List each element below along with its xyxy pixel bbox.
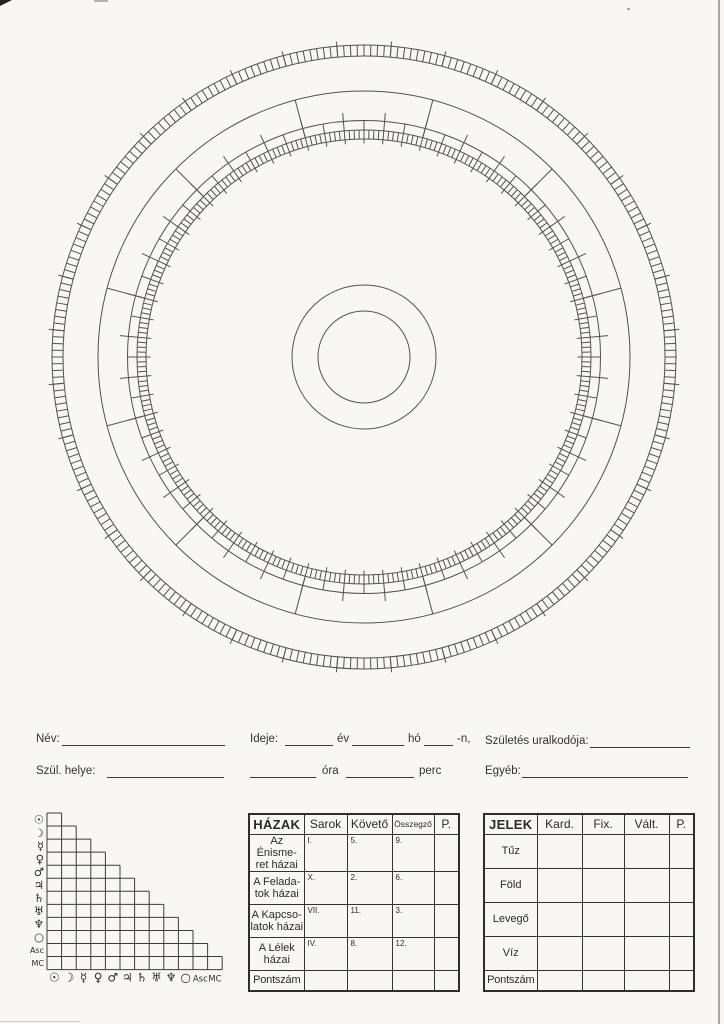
hazak-house-number: 8. <box>350 938 358 948</box>
hazak-house-number: 6. <box>395 872 403 882</box>
venus-symbol: ♀ <box>35 851 44 866</box>
houses-table <box>248 813 460 992</box>
hazak-column-header: Összegző <box>392 814 434 834</box>
jelek-value-cell <box>624 868 669 902</box>
scan-speck <box>627 8 630 10</box>
saturn-symbol: ♄ <box>136 970 148 985</box>
jelek-footer-cell <box>624 970 669 991</box>
jupiter-symbol: ♃ <box>33 877 44 892</box>
jelek-value-cell <box>669 902 694 936</box>
birthplace-fill-line <box>107 764 224 778</box>
month-unit-label: hó <box>408 733 421 745</box>
hazak-house-number: 11. <box>350 905 362 915</box>
jelek-value-cell <box>537 868 582 902</box>
ascendant-symbol: Asc <box>192 974 208 985</box>
hazak-footer-cell <box>347 970 392 991</box>
hazak-value-cell <box>304 904 347 937</box>
center-circle-outer <box>292 285 436 429</box>
month-fill-line <box>352 732 404 746</box>
sign-dividers <box>107 100 621 614</box>
jelek-footer-cell <box>669 970 694 991</box>
hazak-column-header: Követő <box>347 814 392 834</box>
jelek-column-header: Kard. <box>537 814 582 834</box>
neptune-symbol: ♆ <box>165 970 177 985</box>
scan-edge-artifact <box>0 1021 80 1022</box>
jelek-value-cell <box>582 936 624 970</box>
hazak-row-label: A Kapcso- latok házai <box>249 904 304 937</box>
name-fill-line <box>62 732 225 746</box>
day-fill-line <box>424 732 453 746</box>
hazak-house-number: 5. <box>350 835 358 845</box>
jelek-footer-cell <box>582 970 624 991</box>
minute-fill-line <box>346 764 414 778</box>
hazak-value-cell <box>347 834 392 871</box>
hazak-footer-cell <box>434 970 459 991</box>
sun-symbol: ☉ <box>33 812 44 827</box>
aspect-grid-lines <box>47 813 222 970</box>
hazak-row-label: A Felada- tok házai <box>249 871 304 904</box>
mid-10deg-ticks <box>120 113 608 601</box>
hazak-house-number <box>435 872 459 873</box>
jelek-row-label: Víz <box>484 936 537 970</box>
hazak-footer-label: Pontszám <box>249 970 304 991</box>
jelek-value-cell <box>669 868 694 902</box>
date-label: Ideje: <box>250 733 279 745</box>
hazak-house-number: 2. <box>350 872 358 882</box>
jelek-column-header: Vált. <box>624 814 669 834</box>
hazak-value-cell <box>347 871 392 904</box>
hazak-value-cell <box>434 904 459 937</box>
moon-symbol: ☽ <box>63 970 75 985</box>
hazak-house-number <box>435 835 459 836</box>
jelek-value-cell <box>624 902 669 936</box>
birth-ruler-fill-line <box>590 734 690 748</box>
year-fill-line <box>285 732 333 746</box>
hazak-value-cell <box>304 871 347 904</box>
other-fill-line <box>522 764 688 778</box>
hazak-house-number: I. <box>307 835 312 845</box>
venus-symbol: ♀ <box>93 970 103 985</box>
uranus-symbol: ♅ <box>151 970 162 985</box>
hazak-house-number: IV. <box>307 938 317 948</box>
jelek-value-cell <box>582 834 624 868</box>
hazak-value-cell <box>434 834 459 871</box>
jelek-column-header: Fix. <box>582 814 624 834</box>
inner-degree-ticks <box>137 130 591 584</box>
sun-symbol: ☉ <box>48 970 60 985</box>
hazak-row-label: A Lélek házai <box>249 937 304 970</box>
hazak-column-header: P. <box>434 814 459 834</box>
hazak-footer-cell <box>392 970 434 991</box>
jelek-value-cell <box>537 834 582 868</box>
hazak-house-number: VII. <box>307 905 320 915</box>
hazak-house-number: 12. <box>395 938 407 948</box>
birthplace-label: Szül. helye: <box>36 765 96 777</box>
jelek-footer-cell <box>537 970 582 991</box>
mars-symbol: ♂ <box>33 864 44 879</box>
hazak-value-cell <box>392 904 434 937</box>
jelek-title: JELEK <box>484 814 537 834</box>
scan-speck <box>94 0 108 2</box>
hazak-value-cell <box>304 937 347 970</box>
birth-ruler-label: Születés uralkodója: <box>485 735 589 747</box>
hazak-title: HÁZAK <box>249 814 304 834</box>
hazak-value-cell <box>392 937 434 970</box>
day-suffix-label: -n, <box>457 733 471 745</box>
moon-symbol: ☽ <box>33 825 44 840</box>
hazak-value-cell <box>434 871 459 904</box>
five-degree-ticks <box>128 121 601 594</box>
hazak-house-number <box>435 938 459 939</box>
hazak-footer-cell <box>304 970 347 991</box>
name-label: Név: <box>36 733 60 745</box>
jelek-value-cell <box>669 936 694 970</box>
mercury-symbol: ☿ <box>79 970 88 985</box>
ascendant-symbol: Asc <box>30 946 44 956</box>
outer-degree-ring-inner <box>63 56 665 658</box>
scan-edge-artifact <box>718 0 720 1024</box>
saturn-symbol: ♄ <box>33 891 44 906</box>
jelek-value-cell <box>624 936 669 970</box>
uranus-symbol: ♅ <box>33 904 44 919</box>
inner-inward-ticks <box>146 139 582 575</box>
mercury-symbol: ☿ <box>36 838 44 853</box>
hour-unit-label: óra <box>322 765 339 777</box>
hazak-column-header: Sarok <box>304 814 347 834</box>
jelek-value-cell <box>624 834 669 868</box>
jupiter-symbol: ♃ <box>121 970 133 985</box>
midheaven-symbol: MC <box>208 974 222 985</box>
jelek-value-cell <box>537 936 582 970</box>
hazak-house-number: 3. <box>395 905 403 915</box>
jelek-row-label: Levegő <box>484 902 537 936</box>
jelek-value-cell <box>582 902 624 936</box>
neptune-symbol: ♆ <box>33 917 44 932</box>
hazak-value-cell <box>434 937 459 970</box>
signs-table <box>483 813 695 992</box>
hazak-row-label: Az Énisme- ret házai <box>249 834 304 871</box>
hazak-house-number <box>435 905 459 906</box>
hazak-value-cell <box>347 904 392 937</box>
hazak-house-number: 9. <box>395 835 403 845</box>
jelek-value-cell <box>582 868 624 902</box>
jelek-column-header: P. <box>669 814 694 834</box>
mars-symbol: ♂ <box>107 970 119 985</box>
hazak-value-cell <box>392 871 434 904</box>
other-label: Egyéb: <box>485 765 521 777</box>
jelek-row-label: Tűz <box>484 834 537 868</box>
center-circle-inner <box>318 311 410 403</box>
pluto-symbol: ○ <box>180 970 191 985</box>
aspect-grid <box>30 807 230 999</box>
hazak-value-cell <box>347 937 392 970</box>
jelek-row-label: Föld <box>484 868 537 902</box>
hazak-value-cell <box>304 834 347 871</box>
jelek-value-cell <box>669 834 694 868</box>
minute-unit-label: perc <box>419 765 442 777</box>
hazak-house-number: X. <box>307 872 316 882</box>
pluto-symbol: ○ <box>33 930 44 945</box>
jelek-value-cell <box>537 902 582 936</box>
midheaven-symbol: MC <box>31 959 44 969</box>
year-unit-label: év <box>337 733 350 745</box>
jelek-footer-label: Pontszám <box>484 970 537 991</box>
hour-fill-line <box>250 764 316 778</box>
hazak-value-cell <box>392 834 434 871</box>
